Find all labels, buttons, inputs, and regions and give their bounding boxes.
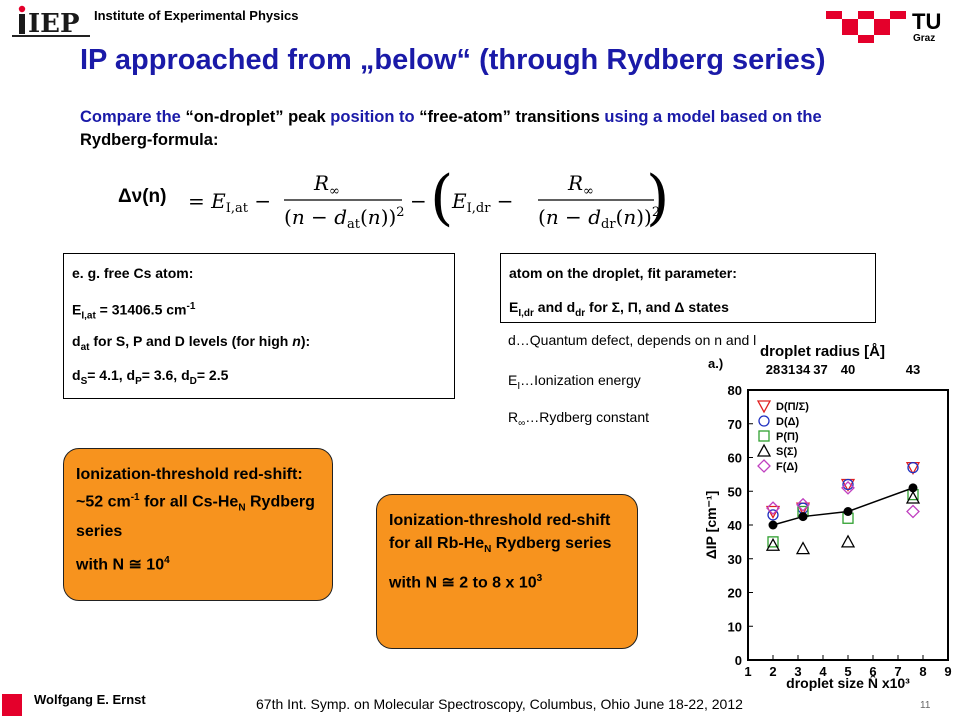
y-tick-label: 30 bbox=[727, 551, 742, 567]
def-ionization-energy: $E_I\dots Ionization$ energy bbox=[508, 372, 641, 392]
def-rydberg-constant: $R_\infty\dots Rydberg$ constant bbox=[508, 409, 649, 429]
x-tick-label: 6 bbox=[869, 664, 877, 679]
top-tick-label: 37 bbox=[813, 362, 828, 377]
tu-graz-logo bbox=[826, 5, 952, 50]
top-tick-label: 43 bbox=[905, 362, 921, 377]
y-tick-label: 20 bbox=[727, 585, 742, 601]
rydberg-formula bbox=[186, 162, 666, 247]
legend-label: F(Δ) bbox=[776, 461, 798, 473]
svg-text:∞: ∞ bbox=[583, 184, 594, 199]
x-tick-label: 5 bbox=[844, 664, 852, 679]
chart-panel-label: a.) bbox=[708, 356, 724, 371]
legend-label: P(Π) bbox=[776, 431, 799, 443]
footer-accent bbox=[2, 694, 22, 716]
slide-title: IP approached from „below“ (through Rydberg series) bbox=[80, 44, 826, 76]
x-tick-label: 2 bbox=[769, 664, 777, 679]
tu-logo-text: TU bbox=[912, 9, 942, 34]
free-atom-box bbox=[63, 253, 455, 399]
svg-text:∞: ∞ bbox=[329, 184, 340, 199]
on-droplet-heading: atom on the droplet, fit parameter: bbox=[509, 265, 737, 281]
top-tick-label: 28 bbox=[765, 362, 781, 377]
quantum-defect-note: $d_{at}$ for S, P and D levels (for high n): bbox=[72, 333, 311, 353]
x-tick-label: 3 bbox=[794, 664, 802, 679]
svg-text:(n − ddr(n))2: $(n - d_{dr}(n))^2$ bbox=[538, 205, 661, 232]
chart-top-axis-label: droplet radius [Å] bbox=[760, 343, 886, 360]
formula-label: Δν(n) bbox=[118, 186, 167, 207]
top-tick-label: 40 bbox=[840, 362, 856, 377]
svg-text:) bbox=[646, 163, 666, 233]
y-tick-label: 70 bbox=[727, 416, 742, 432]
svg-text:−: − bbox=[410, 189, 427, 213]
page-number: 11 bbox=[920, 700, 931, 711]
y-tick-label: 0 bbox=[734, 653, 742, 668]
legend-label: D(Π/Σ) bbox=[776, 401, 809, 413]
y-tick-label: 10 bbox=[727, 619, 742, 635]
institute-name: Institute of Experimental Physics bbox=[94, 8, 299, 23]
iep-logo bbox=[12, 4, 90, 43]
x-tick-label: 4 bbox=[819, 664, 827, 679]
y-tick-label: 80 bbox=[727, 383, 742, 398]
svg-text:R: R bbox=[568, 171, 584, 195]
cs-redshift-text: Ionization-threshold red-shift: ~52 $cm^{-1}$ for all $Cs-He_N$ Rydberg series bbox=[76, 466, 315, 540]
footer-conference: 67th Int. Symp. on Molecular Spectroscopy, Columbus, Ohio June 18-22, 2012 bbox=[256, 696, 743, 712]
x-tick-label: 9 bbox=[944, 664, 952, 679]
data-point-average bbox=[909, 483, 918, 492]
data-point-average bbox=[799, 512, 808, 521]
cs-droplet-size: with N ≅ $10^4$ bbox=[76, 554, 170, 573]
x-tick-label: 1 bbox=[744, 664, 752, 679]
x-tick-label: 7 bbox=[894, 664, 902, 679]
delta-ip-chart bbox=[700, 338, 956, 699]
intro-text: Compare the “on-droplet” peak position to “free-atom” transitions using a model based on the Rydberg-formula: bbox=[80, 108, 822, 149]
quantum-defect-values: $d_S= 4.1$, $d_P= 3.6$, $d_D= 2.5$ bbox=[72, 367, 229, 387]
y-tick-label: 60 bbox=[727, 450, 742, 466]
legend-label: S(Σ) bbox=[776, 446, 798, 458]
legend-label: D(Δ) bbox=[776, 416, 800, 428]
svg-text:R: R bbox=[314, 171, 330, 195]
iep-logo-text: IEP bbox=[28, 9, 80, 38]
tu-logo-sub: Graz bbox=[913, 33, 936, 44]
svg-text:EI,dr −: $E_{I,dr}$ − bbox=[452, 189, 514, 216]
chart-y-label: ΔIP [cm⁻¹] bbox=[703, 490, 719, 560]
top-tick-label: 31 bbox=[780, 362, 796, 377]
def-quantum-defect: d…Quantum defect, depends on n and l bbox=[508, 332, 757, 348]
svg-text:(n − dat(n))2: $(n - d_{at}(n))^2$ bbox=[284, 205, 405, 232]
svg-text:= EI,at −: = $E_{I,at}$ − bbox=[188, 189, 272, 216]
x-tick-label: 8 bbox=[919, 664, 927, 679]
rb-droplet-size: with N ≅ 2 to 8 x $10^3$ bbox=[389, 573, 543, 592]
top-tick-label: 34 bbox=[795, 362, 811, 377]
rb-redshift-text: Ionization-threshold red-shift for all $Rb-He_N$ Rydberg series bbox=[389, 512, 612, 556]
y-tick-label: 40 bbox=[727, 518, 742, 533]
chart-x-label: droplet size N̂ x10³ bbox=[786, 675, 910, 691]
on-droplet-box bbox=[500, 253, 876, 323]
free-atom-heading: e. g. free Cs atom: bbox=[72, 265, 194, 281]
svg-text:(: ( bbox=[430, 163, 454, 233]
rb-redshift-box bbox=[376, 494, 638, 649]
fit-parameters: $E_{I,dr}$ and $d_{dr}$ for Σ, Π, and Δ states bbox=[509, 299, 729, 319]
ionization-energy-value: $E_{I,at} = 31406.5$ $cm^{-1}$ bbox=[72, 301, 196, 322]
data-point-average bbox=[769, 521, 778, 530]
y-tick-label: 50 bbox=[727, 484, 742, 500]
footer-author: Wolfgang E. Ernst bbox=[34, 692, 146, 707]
cs-redshift-box bbox=[63, 448, 333, 601]
data-point-average bbox=[844, 507, 853, 516]
